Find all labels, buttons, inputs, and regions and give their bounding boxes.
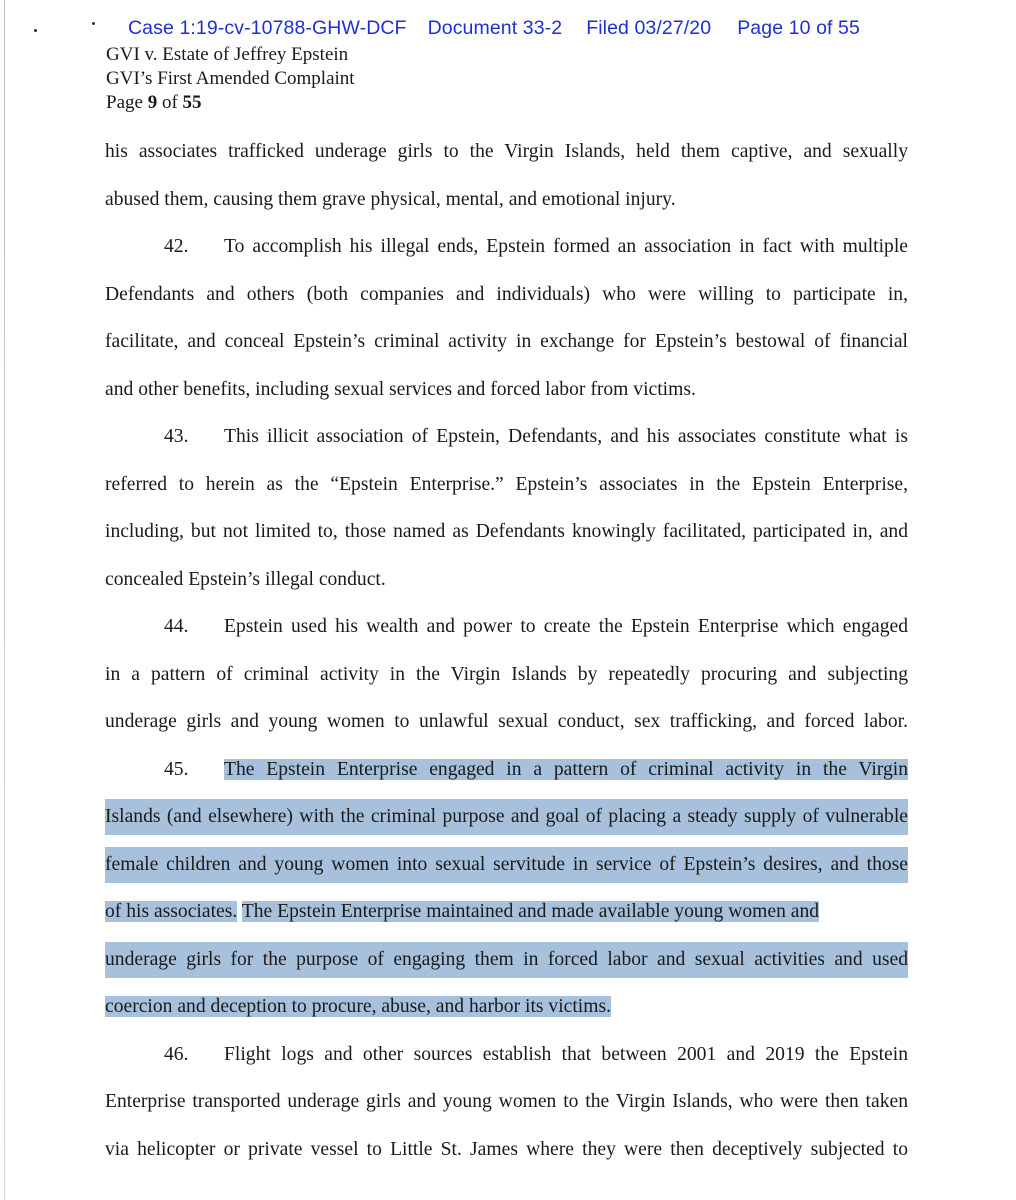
highlighted-line: female children and young women into sexual servitude in service of Epstein’s desires, and those <box>105 847 908 895</box>
body-line: including, but not limited to, those named as Defendants knowingly facilitated, participated in, and <box>105 521 908 542</box>
body-line: abused them, causing them grave physical, mental, and emotional injury. <box>105 188 676 210</box>
highlighted-line: Islands (and elsewhere) with the criminal purpose and goal of placing a steady supply of vulnerable <box>105 799 908 847</box>
paragraph-45-line <box>105 752 908 800</box>
scan-speck <box>92 22 95 25</box>
body-line: underage girls and young women to unlawful sexual conduct, sex trafficking, and forced labor. <box>105 711 908 732</box>
paragraph-43-line: 43. This illicit association of Epstein, Defendants, and his associates constitute what is <box>105 419 908 467</box>
body-line: via helicopter or private vessel to Little St. James where they were then deceptively subjected to <box>105 1138 908 1160</box>
body-line: his associates trafficked underage girls to the Virgin Islands, held them captive, and sexually <box>105 141 908 162</box>
body-line: concealed Epstein’s illegal conduct. <box>105 568 386 590</box>
highlighted-text: The Epstein Enterprise engaged in a pattern of criminal activity in the Virgin <box>224 758 908 780</box>
document-body <box>105 134 908 1179</box>
caption-case-title: GVI v. Estate of Jeffrey Epstein <box>106 44 349 65</box>
paragraph-42-line: 42. To accomplish his illegal ends, Epstein formed an association in fact with multiple <box>105 229 908 277</box>
filed-date: Filed 03/27/20 <box>586 17 712 39</box>
body-line: referred to herein as the “Epstein Enterprise.” Epstein’s associates in the Epstein Enterprise, <box>105 473 908 495</box>
paragraph-number: 44. <box>164 616 189 637</box>
paragraph-number: 45. <box>164 758 189 780</box>
document-caption <box>106 43 355 115</box>
scan-margin-line <box>4 0 5 1200</box>
highlighted-line: underage girls for the purpose of engaging them in forced labor and sexual activities and used <box>105 942 908 990</box>
paragraph-44-line: 44. Epstein used his wealth and power to create the Epstein Enterprise which engaged <box>105 609 908 657</box>
highlighted-line: coercion and deception to procure, abuse, and harbor its victims. <box>105 996 612 1017</box>
document-number: Document 33-2 <box>427 17 563 39</box>
body-line: facilitate, and conceal Epstein’s criminal activity in exchange for Epstein’s bestowal of financial <box>105 331 908 352</box>
paragraph-number: 42. <box>164 236 189 257</box>
paragraph-number: 43. <box>164 426 189 447</box>
highlighted-line: of his associates. The Epstein Enterprise maintained and made available young women and <box>105 901 820 922</box>
body-line: Enterprise transported underage girls and young women to the Virgin Islands, who were then taken <box>105 1091 908 1112</box>
ecf-header-stamp <box>128 17 860 40</box>
ecf-page-number: Page 10 of 55 <box>737 17 860 39</box>
case-number: Case 1:19-cv-10788-GHW-DCF <box>128 17 407 39</box>
body-line: in a pattern of criminal activity in the Virgin Islands by repeatedly procuring and subjecting <box>105 663 908 685</box>
body-line: Defendants and others (both companies and individuals) who were willing to participate in, <box>105 283 908 305</box>
caption-document-title: GVI’s First Amended Complaint <box>106 68 355 89</box>
scan-speck <box>34 29 37 32</box>
body-line: and other benefits, including sexual services and forced labor from victims. <box>105 378 696 400</box>
paragraph-number: 46. <box>164 1043 189 1065</box>
caption-page-number: Page 9 of 55 <box>106 92 202 113</box>
paragraph-46-line: 46. Flight logs and other sources establish that between 2001 and 2019 the Epstein <box>105 1037 908 1085</box>
